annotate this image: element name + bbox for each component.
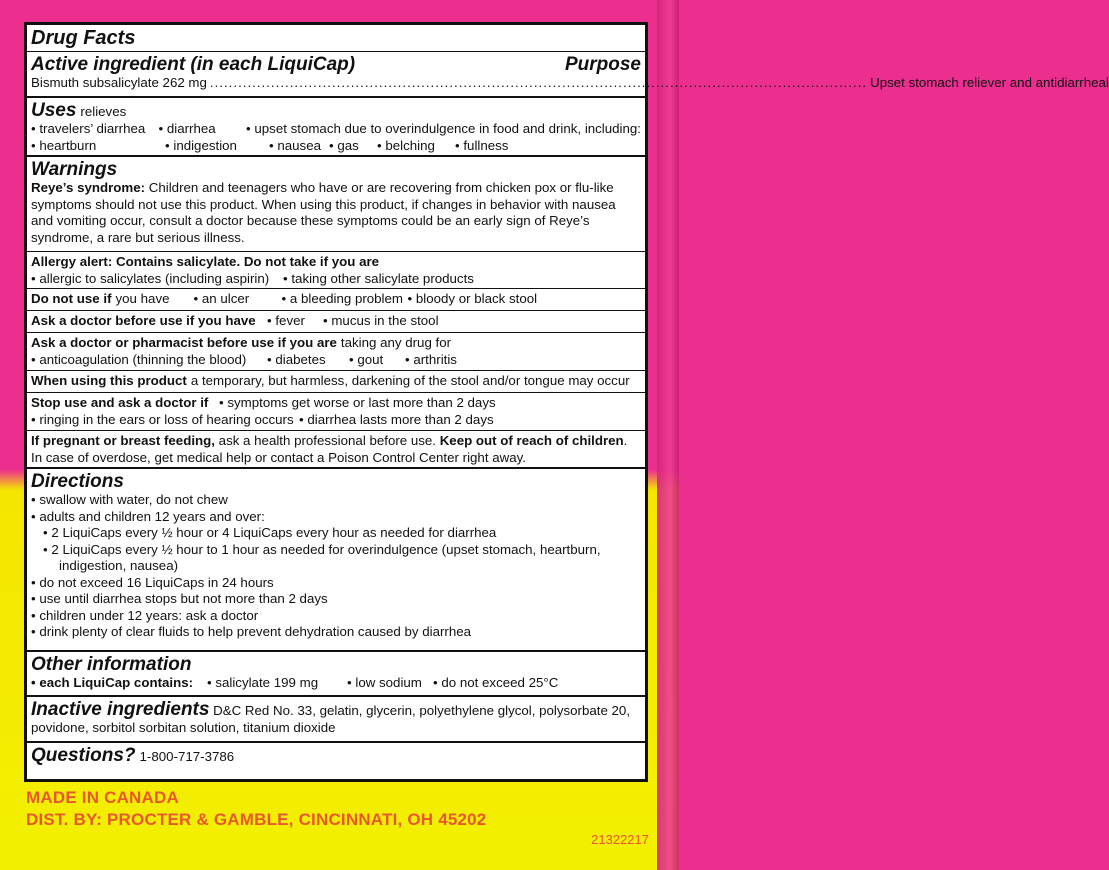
- other-information-heading: Other information: [31, 654, 192, 675]
- pregnancy-text: ask a health professional before use.: [218, 433, 436, 448]
- list-item: drink plenty of clear fluids to help prevent dehydration caused by diarrhea: [39, 624, 472, 639]
- list-item: belching: [385, 137, 435, 153]
- reye-text: Children and teenagers who have or are recovering from chicken pox or flu-like symptoms should not use this product. When using this product, if changes in behavior with nausea and vomiting occur, consult a doctor because these symptoms could be an early sign of Reye’s syndrome, a rare but serious illness.: [31, 180, 616, 245]
- when-using-text: a temporary, but harmless, darkening of the stool and/or tongue may occur: [190, 373, 630, 388]
- allergy-section: Allergy alert: Contains salicylate. Do not take if you are • allergic to salicylates (including aspirin) • taking other salicylate products: [27, 252, 645, 289]
- list-item: 2 LiquiCaps every ½ hour or 4 LiquiCaps every hour as needed for diarrhea: [51, 525, 497, 540]
- list-item: heartburn: [39, 137, 97, 153]
- list-item: upset stomach due to overindulgence in food and drink, including:: [254, 121, 641, 136]
- drug-facts-title: Drug Facts: [31, 27, 136, 49]
- list-item: mucus in the stool: [331, 313, 439, 328]
- inactive-ingredients-section: [27, 697, 645, 743]
- directions-heading: Directions: [31, 471, 124, 492]
- drug-facts-panel: [24, 22, 1109, 782]
- leader-dots: ............................................................................................................................................: [209, 75, 868, 90]
- list-item: 2 LiquiCaps every ½ hour to 1 hour as needed for overindulgence (upset stomach, heartburn,: [51, 541, 601, 557]
- keep-out-of-reach-label: Keep out of reach of children: [439, 433, 624, 448]
- list-item: indigestion: [173, 137, 237, 153]
- questions-section: [27, 743, 645, 769]
- list-item: adults and children 12 years and over:: [39, 508, 265, 524]
- list-item: low sodium: [355, 675, 422, 690]
- list-item: fullness: [463, 137, 509, 153]
- list-item: a bleeding problem: [289, 291, 403, 306]
- warnings-heading: Warnings: [31, 159, 118, 180]
- keep-out-of-reach-text: . In case of overdose, get medical help or contact a Poison Control Center right away.: [31, 433, 628, 465]
- list-item: fever: [275, 313, 305, 328]
- other-information-section: Other information • each LiquiCap contains: • salicylate 199 mg • low sodium • do not exceed 25°C: [27, 652, 645, 697]
- list-item: salicylate 199 mg: [215, 675, 319, 690]
- list-item: travelers’ diarrhea: [39, 121, 146, 136]
- ask-pharmacist-text: taking any drug for: [340, 335, 452, 350]
- uses-heading: Uses: [31, 100, 77, 121]
- list-item: diarrhea: [166, 121, 216, 136]
- uses-intro: relieves: [80, 104, 127, 119]
- list-item: anticoagulation (thinning the blood): [39, 351, 247, 367]
- product-code: 21322217: [591, 832, 649, 847]
- ask-doctor-label: Ask a doctor before use if you have: [31, 313, 256, 328]
- when-using-label: When using this product: [31, 373, 187, 388]
- ask-doctor-section: Ask a doctor before use if you have • fever • mucus in the stool: [27, 311, 645, 333]
- stop-use-label: Stop use and ask a doctor if: [31, 395, 209, 410]
- warnings-section: [27, 157, 645, 252]
- drug-facts-title-section: [27, 25, 645, 52]
- list-item: allergic to salicylates (including aspirin): [39, 270, 270, 286]
- active-ingredient-name: Bismuth subsalicylate 262 mg: [31, 75, 207, 90]
- reye-label: Reye’s syndrome:: [31, 180, 146, 195]
- purpose-text: Upset stomach reliever and antidiarrheal: [870, 75, 1109, 90]
- pregnancy-label: If pregnant or breast feeding,: [31, 433, 215, 448]
- list-item: gas: [337, 137, 359, 153]
- ask-pharmacist-label: Ask a doctor or pharmacist before use if you are: [31, 335, 337, 350]
- list-item: children under 12 years: ask a doctor: [39, 607, 259, 623]
- list-item: bloody or black stool: [415, 291, 538, 306]
- list-item: swallow with water, do not chew: [39, 492, 228, 507]
- list-item: ringing in the ears or loss of hearing occurs: [39, 411, 294, 427]
- inactive-ingredients-heading: Inactive ingredients: [31, 699, 210, 720]
- list-item: nausea: [277, 137, 321, 153]
- stop-use-section: Stop use and ask a doctor if • symptoms get worse or last more than 2 days • ringing in the ears or loss of hearing occurs • diarrhea lasts more than 2 days: [27, 393, 645, 431]
- ask-pharmacist-section: Ask a doctor or pharmacist before use if you are taking any drug for • anticoagulation (thinning the blood) • diabetes • gout • arthritis: [27, 333, 645, 371]
- list-item: symptoms get worse or last more than 2 days: [227, 395, 496, 410]
- list-item: use until diarrhea stops but not more than 2 days: [39, 591, 328, 606]
- directions-section: Directions • swallow with water, do not chew • adults and children 12 years and over: • 2 LiquiCaps every ½ hour or 4 LiquiCaps every hour as needed for diarrhea • 2 LiquiCaps every ½ hour to 1 hour as needed for overindulgence (upset stomach, heartburn, indigestion, nausea) • do not exceed 16 LiquiCaps in 24 hours • use until diarrhea stops but not more than 2 days • children under 12 years: ask a doctor • drink plenty of clear fluids to help prevent dehydration caused by diarrhea: [27, 469, 645, 652]
- allergy-label: Allergy alert: Contains salicylate. Do not take if you are: [31, 254, 380, 269]
- list-item: do not exceed 25°C: [441, 675, 559, 690]
- list-item: an ulcer: [201, 291, 250, 306]
- list-item: gout: [357, 351, 384, 367]
- list-item: arthritis: [413, 351, 457, 367]
- active-ingredient-heading: Active ingredient (in each LiquiCap): [31, 54, 356, 75]
- box-side-edge: [657, 0, 679, 870]
- list-item: indigestion, nausea): [59, 558, 179, 573]
- questions-heading: Questions?: [31, 745, 136, 766]
- list-item: do not exceed 16 LiquiCaps in 24 hours: [39, 574, 274, 590]
- do-not-use-text: you have: [115, 291, 170, 306]
- active-ingredient-section: [27, 52, 1109, 98]
- purpose-heading: Purpose: [564, 54, 641, 75]
- inactive-ingredients-text: D&C Red No. 33, gelatin, glycerin, polyethylene glycol, polysorbate 20, povidone, sorbitol sorbitan solution, titanium dioxide: [31, 703, 631, 735]
- when-using-section: [27, 371, 645, 393]
- list-item: diarrhea lasts more than 2 days: [307, 411, 494, 427]
- do-not-use-section: Do not use if you have • an ulcer • a bleeding problem • bloody or black stool: [27, 289, 645, 311]
- list-item: diabetes: [275, 351, 326, 367]
- questions-phone: 1-800-717-3786: [139, 749, 235, 764]
- do-not-use-label: Do not use if: [31, 291, 112, 306]
- list-item: taking other salicylate products: [291, 270, 474, 286]
- other-information-label: each LiquiCap contains:: [39, 675, 194, 690]
- uses-section: Uses relieves • travelers’ diarrhea • diarrhea • upset stomach due to overindulgence in food and drink, including: • heartburn • indigestion • nausea • gas • belching • fullness: [27, 98, 645, 157]
- distributor-text: DIST. BY: PROCTER & GAMBLE, CINCINNATI, OH 45202: [26, 810, 487, 829]
- made-in-text: MADE IN CANADA: [26, 788, 179, 807]
- pregnancy-section: [27, 431, 645, 469]
